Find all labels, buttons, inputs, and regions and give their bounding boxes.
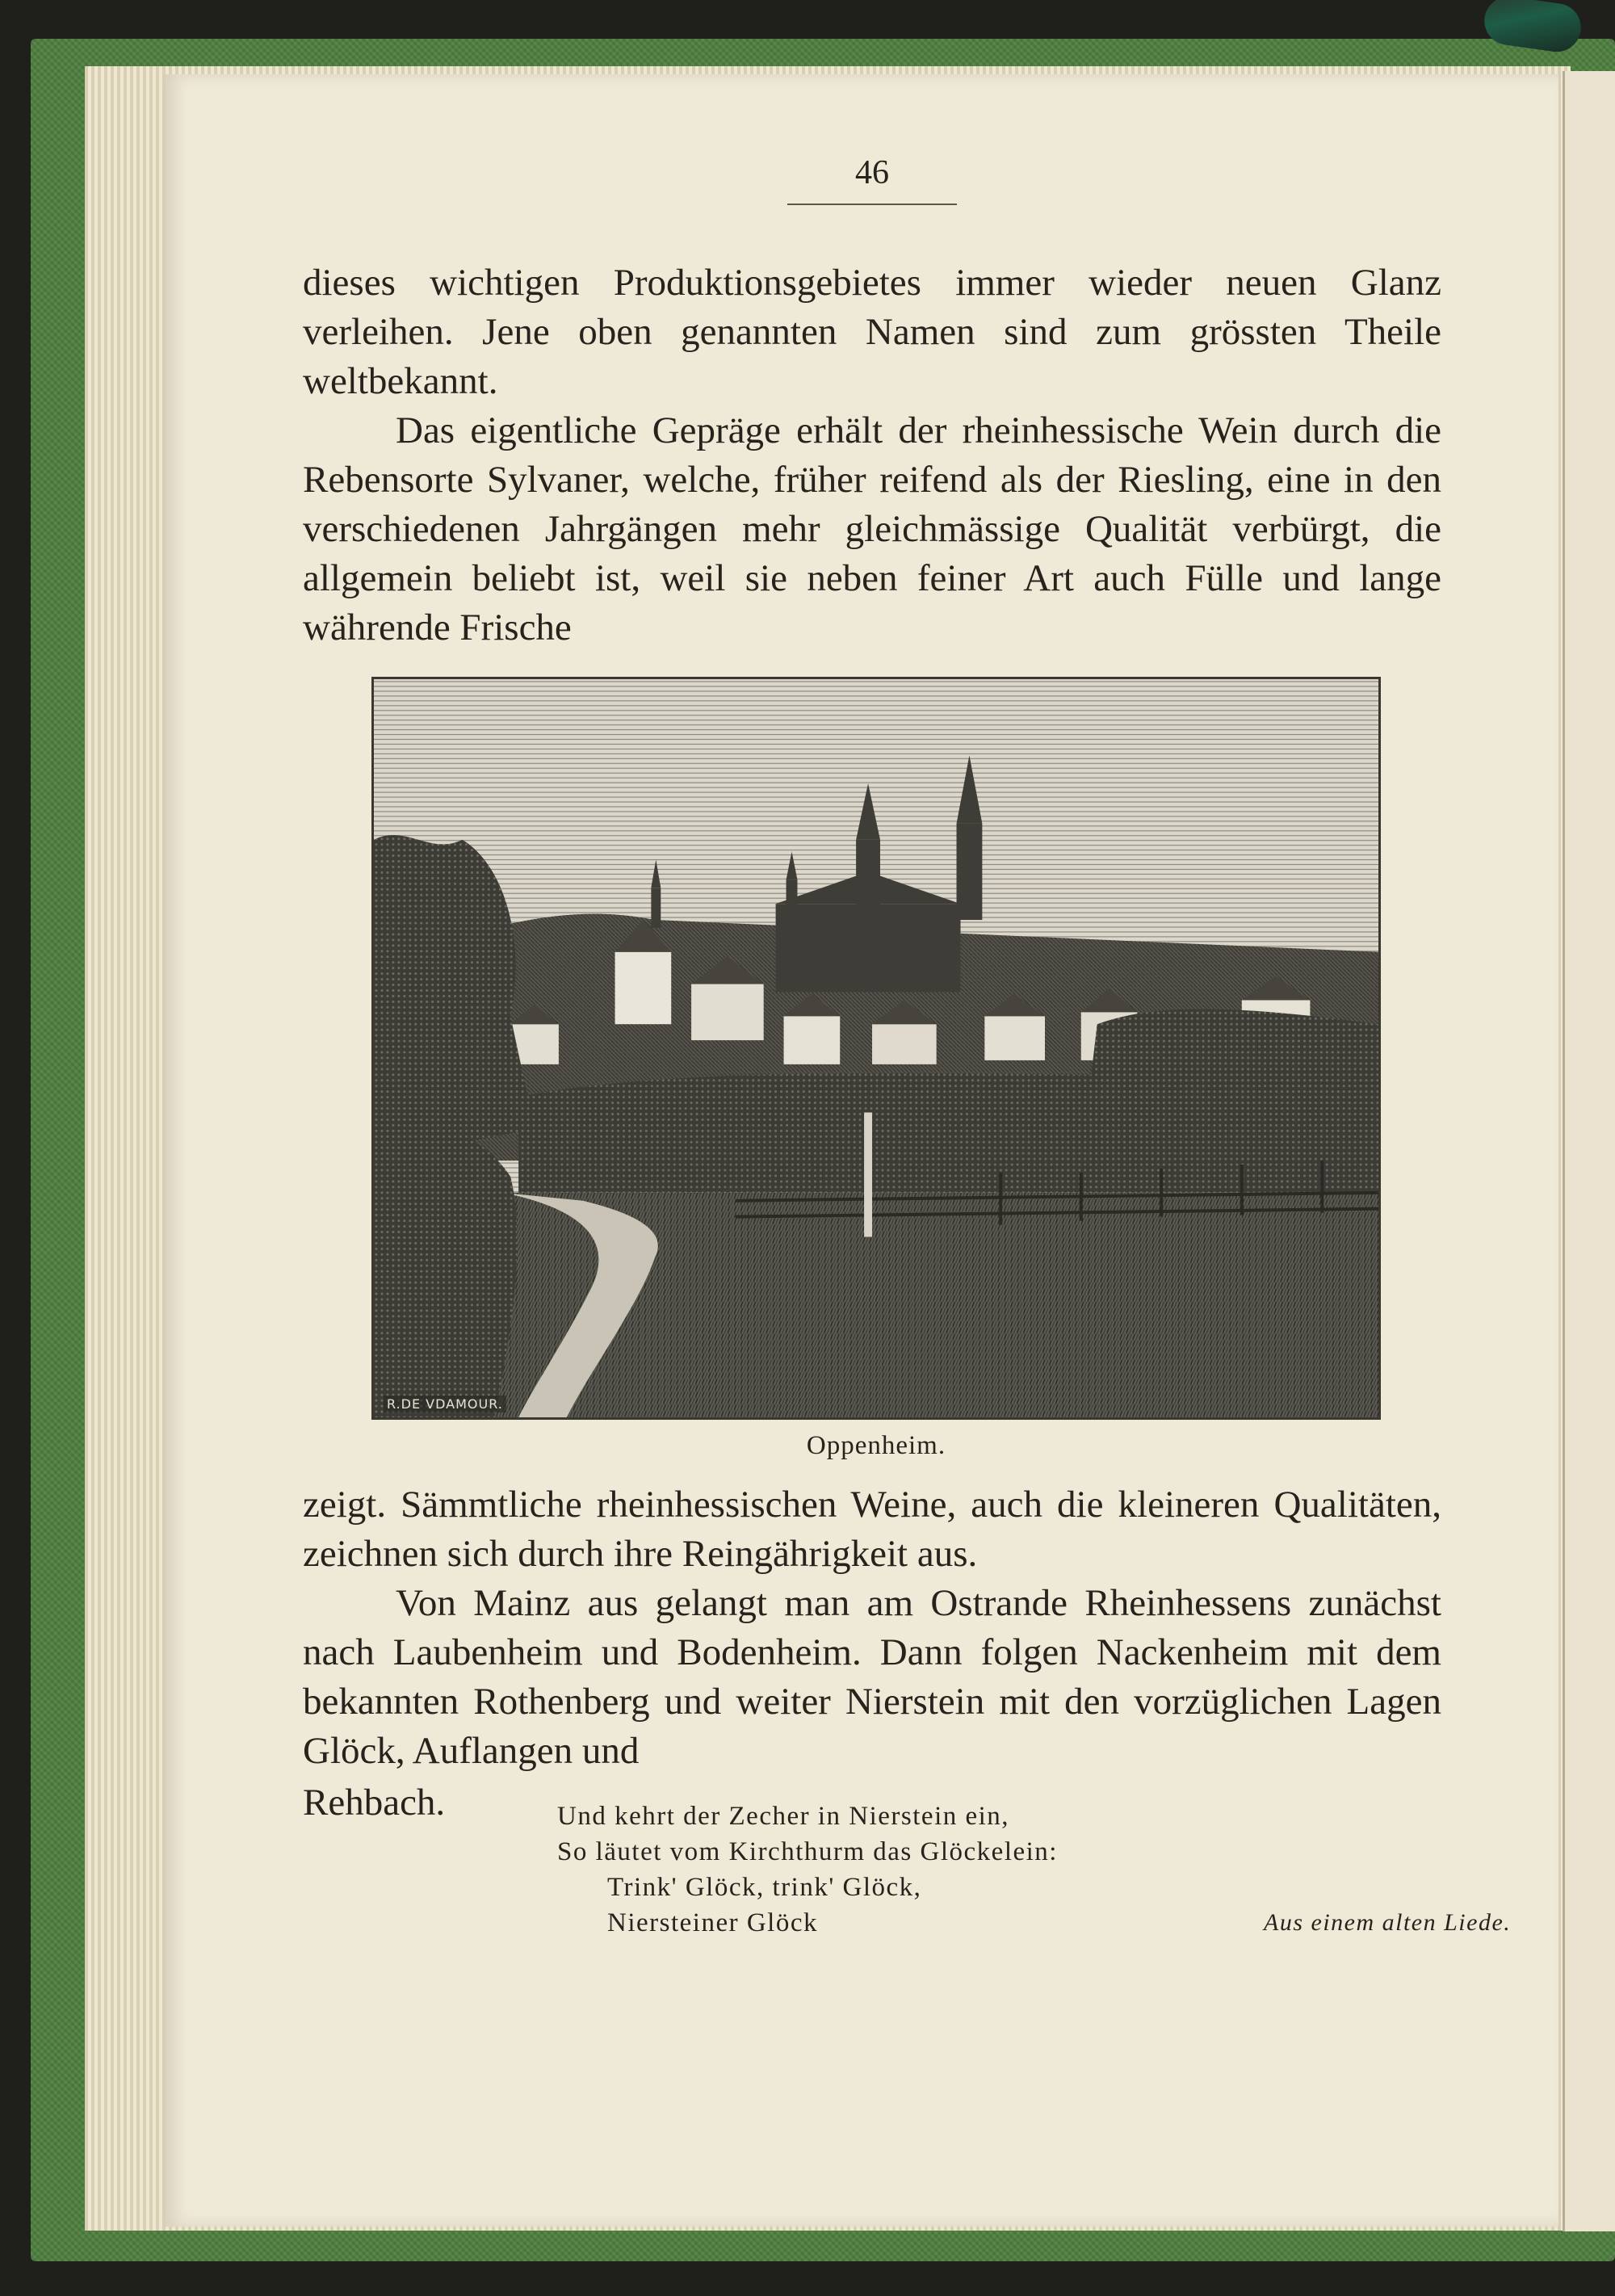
page-number: 46 <box>787 153 957 205</box>
poem-line-4: Niersteiner Glöck <box>607 1908 818 1937</box>
page-content <box>303 153 1512 1946</box>
figure-caption: Oppenheim. <box>806 1431 946 1460</box>
paragraph-4: Von Mainz aus gelangt man am Ostrande Rheinhessens zunächst nach Laubenheim und Bodenheim. Dann folgen Nackenheim mit dem bekannten Rothenberg und weiter Nierstein mit den vorzüglichen Lagen Glöck, Auflangen und <box>303 1582 1441 1772</box>
engraver-signature: R.DE VDAMOUR. <box>384 1396 506 1412</box>
poem-line-3: Trink' Glöck, trink' Glöck, <box>607 1873 922 1902</box>
paragraph-2: Das eigentliche Gepräge erhält der rheinhessische Wein durch die Rebensorte Sylvaner, welche, früher reifend als der Riesling, eine in den verschiedenen Jahrgängen mehr gleichmässige Qualität verbürgt, die allgemein beliebt ist, weil sie neben feiner Art auch Fülle und lange währende Frische <box>303 409 1441 649</box>
text-block-bottom <box>303 1480 1441 1776</box>
hedge-left <box>374 1123 517 1417</box>
field <box>374 1193 1378 1417</box>
paragraph-3: zeigt. Sämmtliche rheinhessischen Weine, auch die kleineren Qualitäten, zeichnen sich durch ihre Reingährigkeit aus. <box>303 1484 1441 1575</box>
engraving-oppenheim <box>371 677 1381 1420</box>
poem-source: Aus einem alten Liede. <box>1264 1909 1512 1936</box>
paragraph-1: dieses wichtigen Produktionsgebietes immer wieder neuen Glanz verleihen. Jene oben genannten Namen sind zum grössten Theile weltbekannt. <box>303 262 1441 402</box>
poem-quote <box>557 1799 1512 1941</box>
facing-page-edge <box>1563 71 1615 2231</box>
closing-row <box>303 1776 1512 1946</box>
poem-line-2: So läutet vom Kirchthurm das Glöckelein: <box>557 1837 1058 1866</box>
engraving-illustration <box>374 679 1378 1417</box>
paragraph-4-end: Rehbach. <box>303 1782 446 1824</box>
poem-line-1: Und kehrt der Zecher in Nierstein ein, <box>557 1802 1010 1831</box>
bushes-middle <box>518 1073 1378 1193</box>
text-block-top <box>303 258 1441 653</box>
